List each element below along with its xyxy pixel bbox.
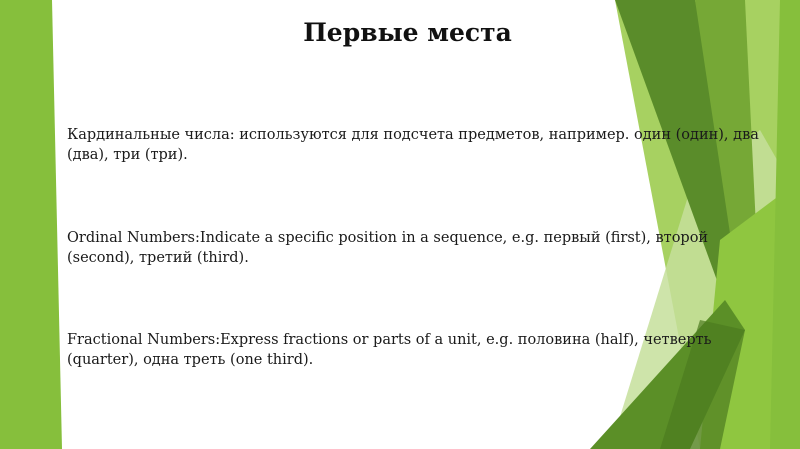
paragraph-ordinal: Ordinal Numbers:Indicate a specific position in a sequence, e.g. первый (first), второй (second), третий (third). bbox=[67, 230, 709, 266]
slide-title: Первые места bbox=[303, 18, 512, 47]
left-green-strip bbox=[0, 0, 62, 449]
paragraph-cardinal: Кардинальные числа: используются для подсчета предметов, например. один (один), два (два), три (три). bbox=[67, 127, 759, 163]
paragraph-fractional: Fractional Numbers:Express fractions or parts of a unit, e.g. половина (half), четверть (quarter), одна треть (one third). bbox=[67, 332, 712, 368]
